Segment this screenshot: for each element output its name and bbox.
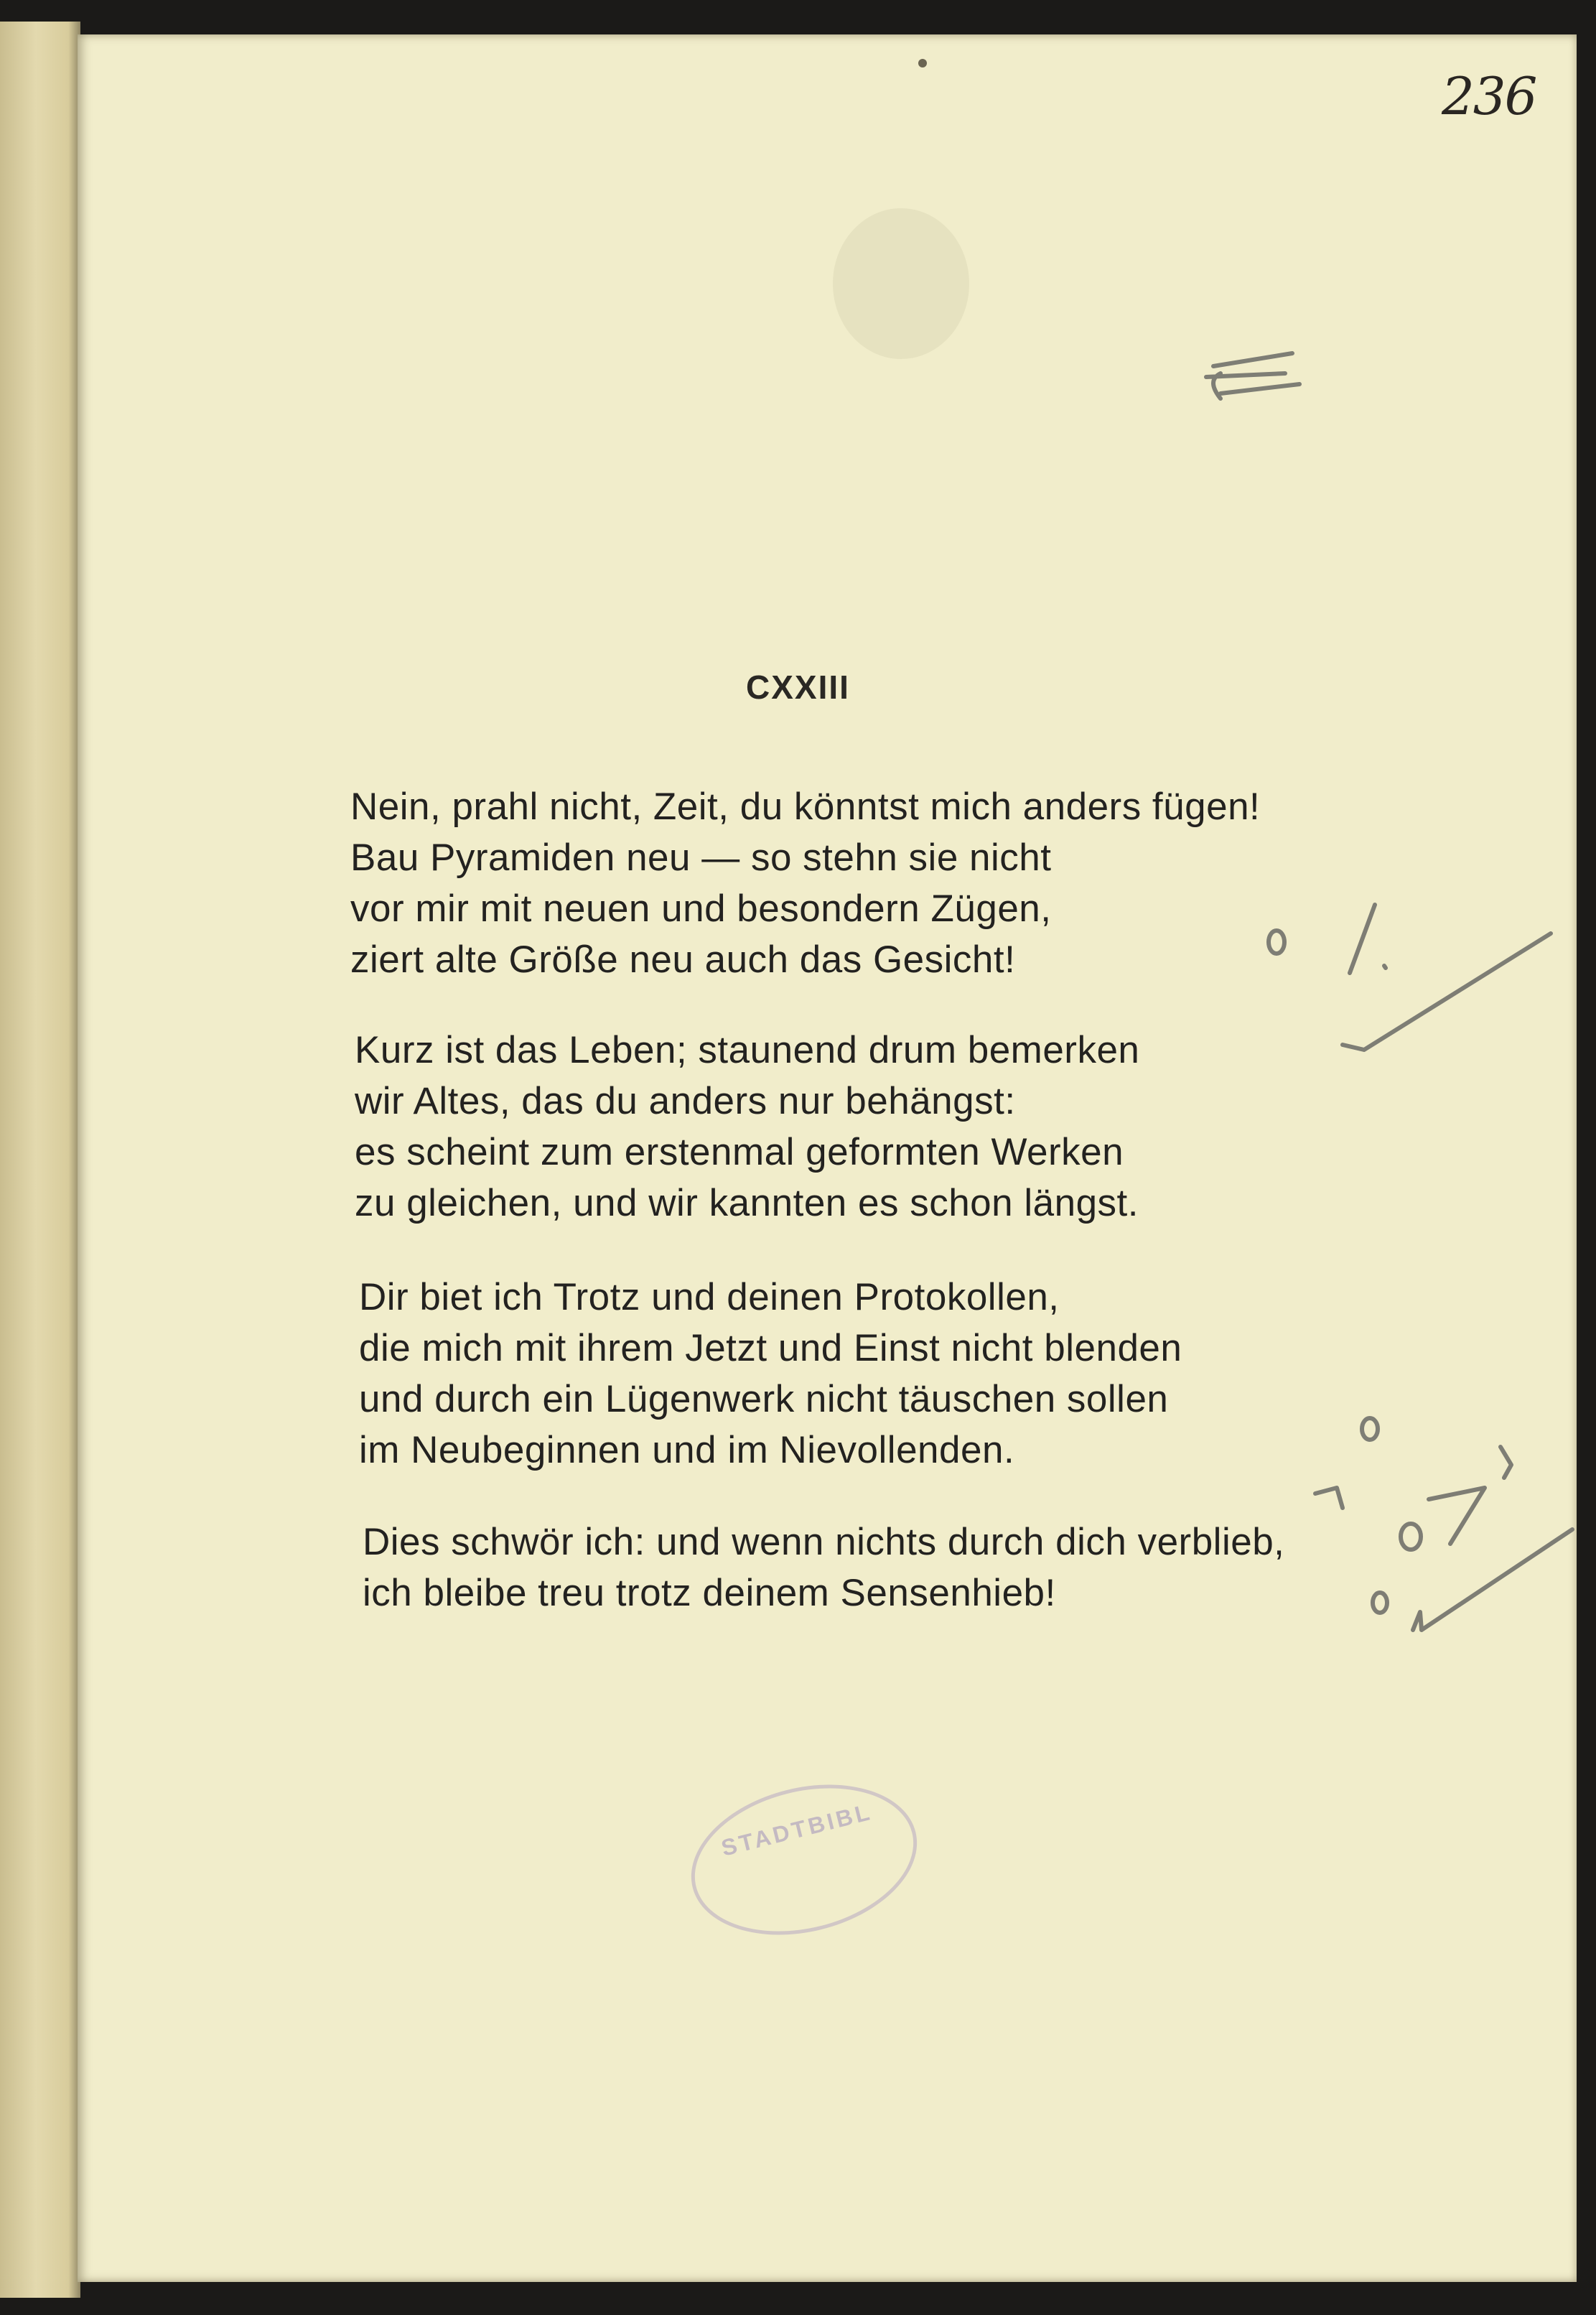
poem-line: im Neubeginnen und im Nievollenden. <box>359 1429 1015 1471</box>
poem-line: Bau Pyramiden neu — so stehn sie nicht <box>350 837 1052 879</box>
stanza-1 <box>350 781 1260 985</box>
poem-line: Nein, prahl nicht, Zeit, du könntst mich anders fügen! <box>350 786 1261 828</box>
poem-line: ich bleibe treu trotz deinem Sensenhieb! <box>363 1572 1056 1614</box>
poem-line: ziert alte Größe neu auch das Gesicht! <box>350 938 1016 981</box>
poem-line: es scheint zum erstenmal geformten Werken <box>355 1131 1124 1173</box>
poem-line: und durch ein Lügenwerk nicht täuschen sollen <box>359 1378 1169 1420</box>
poem-line: die mich mit ihrem Jetzt und Einst nicht blenden <box>359 1327 1182 1369</box>
poem-line: vor mir mit neuen und besondern Zügen, <box>350 888 1052 930</box>
poem-line: Dies schwör ich: und wenn nichts durch dich verblieb, <box>363 1521 1285 1563</box>
left-page-edge <box>0 22 80 2298</box>
poem-line: Dir biet ich Trotz und deinen Protokollen, <box>359 1276 1060 1318</box>
page-number: 236 <box>1442 66 1536 126</box>
stamp-lettering: STADTBIBL <box>718 1798 875 1861</box>
stanza-title: CXXIII <box>746 669 850 706</box>
poem-line: wir Altes, das du anders nur behängst: <box>355 1080 1016 1122</box>
poem-line: zu gleichen, und wir kannten es schon längst. <box>355 1182 1139 1224</box>
stanza-4 <box>363 1517 1284 1618</box>
poem-line: Kurz ist das Leben; staunend drum bemerken <box>355 1029 1140 1071</box>
stanza-2 <box>355 1025 1139 1229</box>
stanza-3 <box>359 1272 1182 1476</box>
